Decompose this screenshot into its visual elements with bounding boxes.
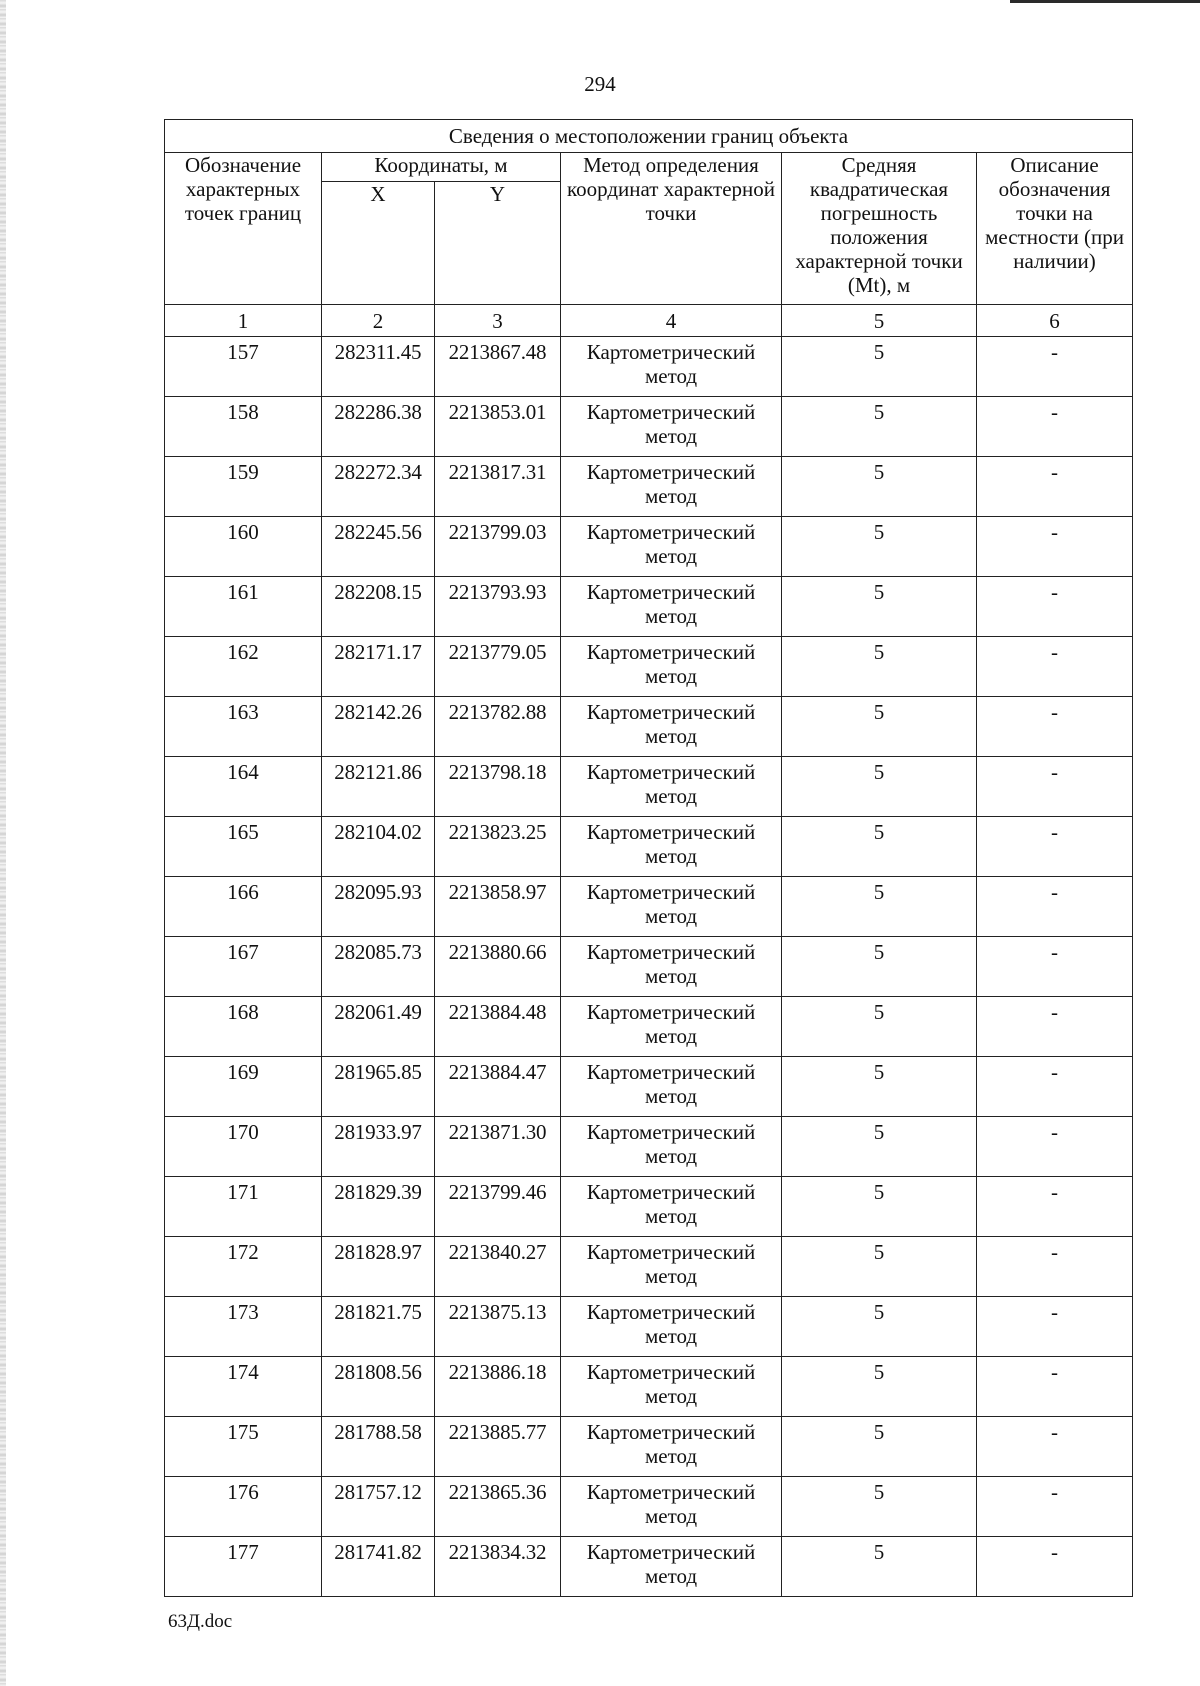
table-row — [165, 1297, 1133, 1357]
cell-x-coordinate: 282142.26 — [322, 697, 435, 757]
cell-accuracy: 5 — [782, 757, 977, 817]
cell-y-coordinate: 2213799.03 — [435, 517, 561, 577]
cell-point-designation: 168 — [165, 997, 322, 1057]
cell-accuracy: 5 — [782, 1177, 977, 1237]
cell-description: - — [977, 1297, 1133, 1357]
cell-method: Картометрический метод — [561, 1237, 782, 1297]
cell-description: - — [977, 457, 1133, 517]
cell-y-coordinate: 2213884.47 — [435, 1057, 561, 1117]
cell-accuracy: 5 — [782, 397, 977, 457]
cell-y-coordinate: 2213865.36 — [435, 1477, 561, 1537]
cell-method: Картометрический метод — [561, 457, 782, 517]
cell-accuracy: 5 — [782, 877, 977, 937]
cell-x-coordinate: 282095.93 — [322, 877, 435, 937]
table-row — [165, 1537, 1133, 1597]
cell-point-designation: 177 — [165, 1537, 322, 1597]
cell-accuracy: 5 — [782, 1237, 977, 1297]
cell-y-coordinate: 2213853.01 — [435, 397, 561, 457]
table-row — [165, 397, 1133, 457]
table-row — [165, 1177, 1133, 1237]
table-row — [165, 1477, 1133, 1537]
scan-edge-left — [0, 0, 6, 1686]
cell-method: Картометрический метод — [561, 937, 782, 997]
cell-y-coordinate: 2213834.32 — [435, 1537, 561, 1597]
cell-method: Картометрический метод — [561, 1117, 782, 1177]
cell-point-designation: 172 — [165, 1237, 322, 1297]
cell-method: Картометрический метод — [561, 697, 782, 757]
cell-point-designation: 162 — [165, 637, 322, 697]
cell-point-designation: 166 — [165, 877, 322, 937]
cell-point-designation: 163 — [165, 697, 322, 757]
cell-method: Картометрический метод — [561, 1477, 782, 1537]
cell-description: - — [977, 1537, 1133, 1597]
cell-x-coordinate: 281829.39 — [322, 1177, 435, 1237]
cell-x-coordinate: 282272.34 — [322, 457, 435, 517]
footer-filename: 63Д.doc — [168, 1611, 233, 1632]
cell-description: - — [977, 577, 1133, 637]
cell-accuracy: 5 — [782, 937, 977, 997]
table-caption — [165, 120, 1133, 153]
cell-x-coordinate: 282121.86 — [322, 757, 435, 817]
table-row — [165, 997, 1133, 1057]
header-point-designation: Обозначение характерных точек границ — [165, 153, 322, 305]
boundary-coordinates-table — [164, 119, 1133, 1597]
header-y: Y — [435, 182, 561, 305]
column-number: 5 — [782, 305, 977, 337]
cell-method: Картометрический метод — [561, 397, 782, 457]
cell-accuracy: 5 — [782, 1117, 977, 1177]
cell-point-designation: 161 — [165, 577, 322, 637]
cell-x-coordinate: 281933.97 — [322, 1117, 435, 1177]
cell-description: - — [977, 637, 1133, 697]
cell-y-coordinate: 2213840.27 — [435, 1237, 561, 1297]
cell-y-coordinate: 2213793.93 — [435, 577, 561, 637]
cell-point-designation: 167 — [165, 937, 322, 997]
cell-point-designation: 159 — [165, 457, 322, 517]
table-row — [165, 757, 1133, 817]
cell-x-coordinate: 282208.15 — [322, 577, 435, 637]
cell-method: Картометрический метод — [561, 877, 782, 937]
cell-accuracy: 5 — [782, 1297, 977, 1357]
table-row — [165, 817, 1133, 877]
table-row — [165, 697, 1133, 757]
cell-description: - — [977, 877, 1133, 937]
cell-x-coordinate: 281757.12 — [322, 1477, 435, 1537]
cell-x-coordinate: 281965.85 — [322, 1057, 435, 1117]
cell-point-designation: 160 — [165, 517, 322, 577]
cell-method: Картометрический метод — [561, 517, 782, 577]
cell-x-coordinate: 282245.56 — [322, 517, 435, 577]
header-row-top — [165, 153, 1133, 182]
table-caption-row — [165, 120, 1133, 153]
cell-x-coordinate: 282085.73 — [322, 937, 435, 997]
cell-description: - — [977, 1057, 1133, 1117]
cell-y-coordinate: 2213799.46 — [435, 1177, 561, 1237]
cell-x-coordinate: 282311.45 — [322, 337, 435, 397]
cell-y-coordinate: 2213867.48 — [435, 337, 561, 397]
header-description: Описание обозначения точки на местности (при наличии) — [977, 153, 1133, 305]
column-number: 3 — [435, 305, 561, 337]
cell-y-coordinate: 2213823.25 — [435, 817, 561, 877]
table-row — [165, 877, 1133, 937]
cell-point-designation: 171 — [165, 1177, 322, 1237]
table-row — [165, 937, 1133, 997]
table-caption-text: Сведения о местоположении границ объекта — [448, 124, 849, 148]
cell-y-coordinate: 2213817.31 — [435, 457, 561, 517]
cell-description: - — [977, 1177, 1133, 1237]
cell-description: - — [977, 1417, 1133, 1477]
cell-y-coordinate: 2213782.88 — [435, 697, 561, 757]
table-row — [165, 577, 1133, 637]
cell-x-coordinate: 281808.56 — [322, 1357, 435, 1417]
table-row — [165, 1357, 1133, 1417]
cell-point-designation: 157 — [165, 337, 322, 397]
cell-method: Картометрический метод — [561, 1417, 782, 1477]
table-row — [165, 457, 1133, 517]
cell-y-coordinate: 2213885.77 — [435, 1417, 561, 1477]
cell-y-coordinate: 2213884.48 — [435, 997, 561, 1057]
table-row — [165, 1057, 1133, 1117]
table-row — [165, 1117, 1133, 1177]
column-number: 4 — [561, 305, 782, 337]
cell-y-coordinate: 2213798.18 — [435, 757, 561, 817]
cell-y-coordinate: 2213886.18 — [435, 1357, 561, 1417]
cell-point-designation: 176 — [165, 1477, 322, 1537]
table-row — [165, 637, 1133, 697]
cell-description: - — [977, 1477, 1133, 1537]
cell-description: - — [977, 1117, 1133, 1177]
cell-x-coordinate: 282061.49 — [322, 997, 435, 1057]
cell-accuracy: 5 — [782, 817, 977, 877]
cell-point-designation: 165 — [165, 817, 322, 877]
cell-method: Картометрический метод — [561, 1297, 782, 1357]
column-number-row — [165, 305, 1133, 337]
cell-accuracy: 5 — [782, 637, 977, 697]
header-method: Метод определения координат характерной точки — [561, 153, 782, 305]
cell-point-designation: 173 — [165, 1297, 322, 1357]
cell-description: - — [977, 997, 1133, 1057]
cell-y-coordinate: 2213871.30 — [435, 1117, 561, 1177]
cell-method: Картометрический метод — [561, 1537, 782, 1597]
cell-x-coordinate: 282286.38 — [322, 397, 435, 457]
table-row — [165, 337, 1133, 397]
table-row — [165, 1417, 1133, 1477]
cell-accuracy: 5 — [782, 1537, 977, 1597]
column-number: 1 — [165, 305, 322, 337]
cell-description: - — [977, 517, 1133, 577]
cell-description: - — [977, 337, 1133, 397]
cell-x-coordinate: 281741.82 — [322, 1537, 435, 1597]
cell-description: - — [977, 397, 1133, 457]
cell-y-coordinate: 2213858.97 — [435, 877, 561, 937]
cell-method: Картометрический метод — [561, 637, 782, 697]
column-number: 6 — [977, 305, 1133, 337]
cell-description: - — [977, 697, 1133, 757]
header-accuracy: Средняя квадратическая погрешность положения характерной точки (Mt), м — [782, 153, 977, 305]
cell-accuracy: 5 — [782, 1417, 977, 1477]
cell-y-coordinate: 2213779.05 — [435, 637, 561, 697]
scan-edge-top-right — [1010, 0, 1200, 3]
column-number: 2 — [322, 305, 435, 337]
cell-description: - — [977, 757, 1133, 817]
cell-method: Картометрический метод — [561, 817, 782, 877]
cell-method: Картометрический метод — [561, 997, 782, 1057]
cell-description: - — [977, 817, 1133, 877]
cell-x-coordinate: 281788.58 — [322, 1417, 435, 1477]
page-number: 294 — [584, 72, 616, 96]
cell-y-coordinate: 2213880.66 — [435, 937, 561, 997]
cell-accuracy: 5 — [782, 517, 977, 577]
cell-x-coordinate: 281828.97 — [322, 1237, 435, 1297]
table-row — [165, 517, 1133, 577]
cell-method: Картометрический метод — [561, 1057, 782, 1117]
cell-accuracy: 5 — [782, 997, 977, 1057]
cell-point-designation: 175 — [165, 1417, 322, 1477]
cell-y-coordinate: 2213875.13 — [435, 1297, 561, 1357]
cell-accuracy: 5 — [782, 1357, 977, 1417]
cell-x-coordinate: 282171.17 — [322, 637, 435, 697]
cell-point-designation: 170 — [165, 1117, 322, 1177]
cell-method: Картометрический метод — [561, 1357, 782, 1417]
cell-description: - — [977, 1237, 1133, 1297]
header-x: X — [322, 182, 435, 305]
cell-accuracy: 5 — [782, 1477, 977, 1537]
cell-method: Картометрический метод — [561, 577, 782, 637]
cell-accuracy: 5 — [782, 697, 977, 757]
cell-accuracy: 5 — [782, 577, 977, 637]
table-row — [165, 1237, 1133, 1297]
cell-accuracy: 5 — [782, 337, 977, 397]
cell-description: - — [977, 937, 1133, 997]
cell-x-coordinate: 282104.02 — [322, 817, 435, 877]
cell-accuracy: 5 — [782, 1057, 977, 1117]
cell-point-designation: 169 — [165, 1057, 322, 1117]
cell-method: Картометрический метод — [561, 757, 782, 817]
cell-method: Картометрический метод — [561, 1177, 782, 1237]
cell-accuracy: 5 — [782, 457, 977, 517]
header-coordinates: Координаты, м — [322, 153, 561, 182]
cell-method: Картометрический метод — [561, 337, 782, 397]
cell-point-designation: 174 — [165, 1357, 322, 1417]
cell-x-coordinate: 281821.75 — [322, 1297, 435, 1357]
cell-point-designation: 158 — [165, 397, 322, 457]
cell-point-designation: 164 — [165, 757, 322, 817]
cell-description: - — [977, 1357, 1133, 1417]
